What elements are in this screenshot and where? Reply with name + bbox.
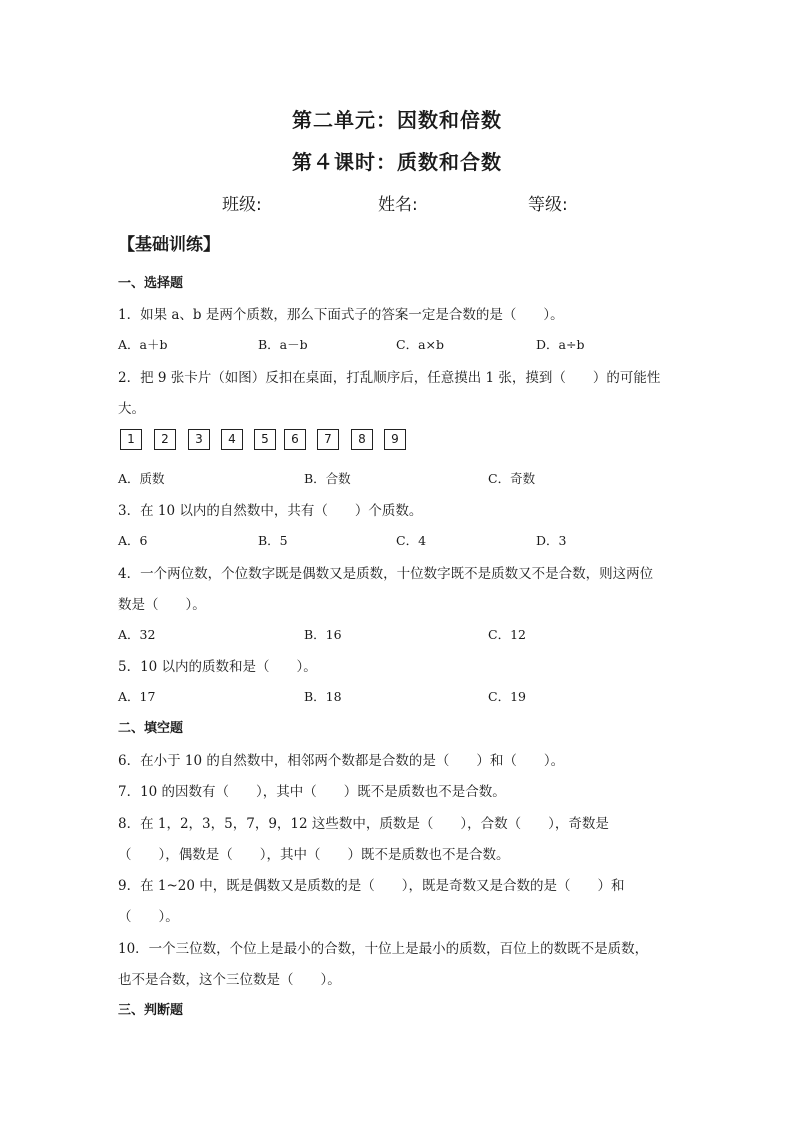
q3-option-b: B．5	[258, 533, 288, 548]
question-4-line2: 数是（ ）。	[118, 597, 206, 613]
q5-option-c: C．19	[488, 689, 526, 704]
heading-multiple-choice: 一、选择题	[118, 276, 184, 291]
q1-option-b: B．a－b	[258, 337, 308, 352]
grade-label: 等级:	[528, 195, 568, 215]
card-4: 4	[221, 429, 243, 450]
question-8-line2: （ ），偶数是（ ），其中（ ）既不是质数也不是合数。	[118, 847, 510, 863]
q1-option-a: A．a＋b	[118, 337, 168, 352]
card-9: 9	[384, 429, 406, 450]
heading-true-false: 三、判断题	[118, 1003, 184, 1018]
question-6: 6．在小于 10 的自然数中，相邻两个数都是合数的是（ ）和（ ）。	[118, 753, 565, 769]
question-4-line1: 4．一个两位数，个位数字既是偶数又是质数，十位数字既不是质数又不是合数，则这两位	[118, 566, 654, 582]
class-label: 班级:	[222, 195, 262, 215]
q4-option-a: A．32	[118, 627, 156, 642]
q3-option-a: A．6	[118, 533, 148, 548]
question-5: 5．10 以内的质数和是（ ）。	[118, 659, 317, 675]
q4-option-b: B．16	[304, 627, 342, 642]
q1-option-c: C．a×b	[396, 337, 444, 352]
question-1: 1．如果 a、b 是两个质数，那么下面式子的答案一定是合数的是（ ）。	[118, 307, 564, 323]
question-8-line1: 8．在 1，2，3，5，7，9，12 这些数中，质数是（ ），合数（ ），奇数是	[118, 816, 609, 832]
card-8: 8	[351, 429, 373, 450]
question-7: 7．10 的因数有（ ），其中（ ）既不是质数也不是合数。	[118, 784, 506, 800]
question-3: 3．在 10 以内的自然数中，共有（ ）个质数。	[118, 503, 423, 519]
heading-fill-in: 二、填空题	[118, 721, 184, 736]
page-title: 第二单元：因数和倍数	[292, 108, 502, 132]
q2-option-c: C．奇数	[488, 471, 536, 486]
q5-option-b: B．18	[304, 689, 342, 704]
question-2-line2: 大。	[118, 401, 145, 417]
question-9-line1: 9．在 1~20 中，既是偶数又是质数的是（ ），既是奇数又是合数的是（ ）和	[118, 878, 625, 894]
q3-option-c: C．4	[396, 533, 427, 548]
card-3: 3	[188, 429, 210, 450]
card-7: 7	[317, 429, 339, 450]
question-10-line1: 10．一个三位数，个位上是最小的合数，十位上是最小的质数，百位上的数既不是质数，	[118, 941, 649, 957]
card-6: 6	[284, 429, 306, 450]
q1-option-d: D．a÷b	[536, 337, 585, 352]
question-2-line1: 2．把 9 张卡片（如图）反扣在桌面，打乱顺序后，任意摸出 1 张，摸到（ ）的可能性	[118, 370, 661, 386]
card-2: 2	[154, 429, 176, 450]
card-5: 5	[254, 429, 276, 450]
section-basic-training: 【基础训练】	[118, 235, 220, 255]
q3-option-d: D．3	[536, 533, 567, 548]
name-label: 姓名:	[378, 195, 418, 215]
question-9-line2: （ ）。	[118, 909, 179, 925]
card-1: 1	[120, 429, 142, 450]
q2-option-b: B．合数	[304, 471, 351, 486]
page-subtitle: 第４课时：质数和合数	[292, 150, 502, 174]
q5-option-a: A．17	[118, 689, 156, 704]
q4-option-c: C．12	[488, 627, 526, 642]
question-10-line2: 也不是合数，这个三位数是（ ）。	[118, 972, 341, 988]
q2-option-a: A．质数	[118, 471, 165, 486]
